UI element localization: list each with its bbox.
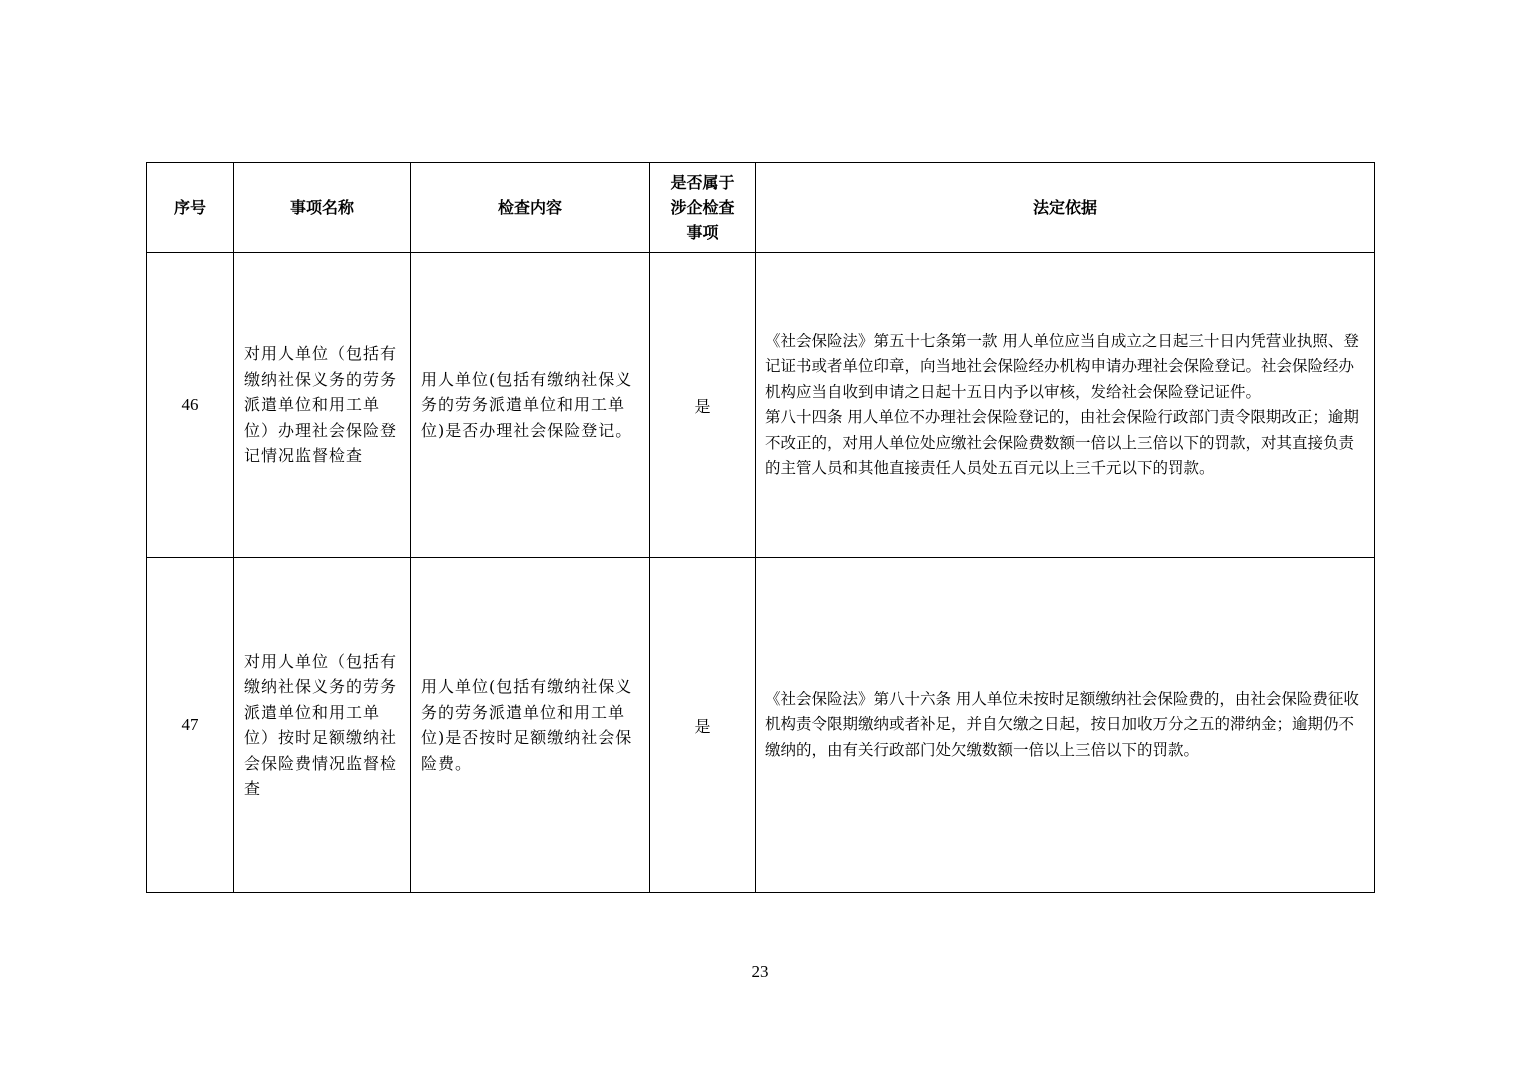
table-row xyxy=(147,558,1375,893)
legal-basis-paragraph: 《社会保险法》第五十七条第一款 用人单位应当自成立之日起三十日内凭营业执照、登记证书或者单位印章，向当地社会保险经办机构申请办理社会保险登记。社会保险经办机构应当自收到申请之日起十五日内予以审核，发给社会保险登记证件。 xyxy=(765,331,1359,401)
header-name: 事项名称 xyxy=(234,163,411,253)
inspection-items-table xyxy=(146,162,1375,893)
row-item-name: 对用人单位（包括有缴纳社保义务的劳务派遣单位和用工单位）办理社会保险登记情况监督检查 xyxy=(234,253,411,558)
header-basis: 法定依据 xyxy=(756,163,1375,253)
row-check-content: 用人单位(包括有缴纳社保义务的劳务派遣单位和用工单位)是否按时足额缴纳社会保险费。 xyxy=(411,558,650,893)
page-number: 23 xyxy=(751,962,769,981)
row-legal-basis xyxy=(756,558,1375,893)
table-header-row xyxy=(147,163,1375,253)
row-legal-basis xyxy=(756,253,1375,558)
header-content: 检查内容 xyxy=(411,163,650,253)
header-seq: 序号 xyxy=(147,163,234,253)
legal-basis-paragraph: 《社会保险法》第八十六条 用人单位未按时足额缴纳社会保险费的，由社会保险费征收机构责令限期缴纳或者补足，并自欠缴之日起，按日加收万分之五的滞纳金；逾期仍不缴纳的，由有关行政部门处欠缴数额一倍以上三倍以下的罚款。 xyxy=(765,689,1359,759)
header-enterprise-line2: 涉企检查 xyxy=(670,198,735,217)
table-row xyxy=(147,253,1375,558)
row-check-content: 用人单位(包括有缴纳社保义务的劳务派遣单位和用工单位)是否办理社会保险登记。 xyxy=(411,253,650,558)
header-enterprise-line1: 是否属于 xyxy=(670,173,735,192)
row-seq: 46 xyxy=(147,253,234,558)
header-enterprise xyxy=(650,163,756,253)
header-enterprise-line3: 事项 xyxy=(686,223,719,242)
legal-basis-paragraph: 第八十四条 用人单位不办理社会保险登记的，由社会保险行政部门责令限期改正；逾期不改正的，对用人单位处应缴社会保险费数额一倍以上三倍以下的罚款，对其直接负责的主管人员和其他直接责任人员处五百元以上三千元以下的罚款。 xyxy=(765,408,1359,477)
row-seq: 47 xyxy=(147,558,234,893)
row-enterprise-flag: 是 xyxy=(650,253,756,558)
row-enterprise-flag: 是 xyxy=(650,558,756,893)
row-item-name: 对用人单位（包括有缴纳社保义务的劳务派遣单位和用工单位）按时足额缴纳社会保险费情况监督检查 xyxy=(234,558,411,893)
